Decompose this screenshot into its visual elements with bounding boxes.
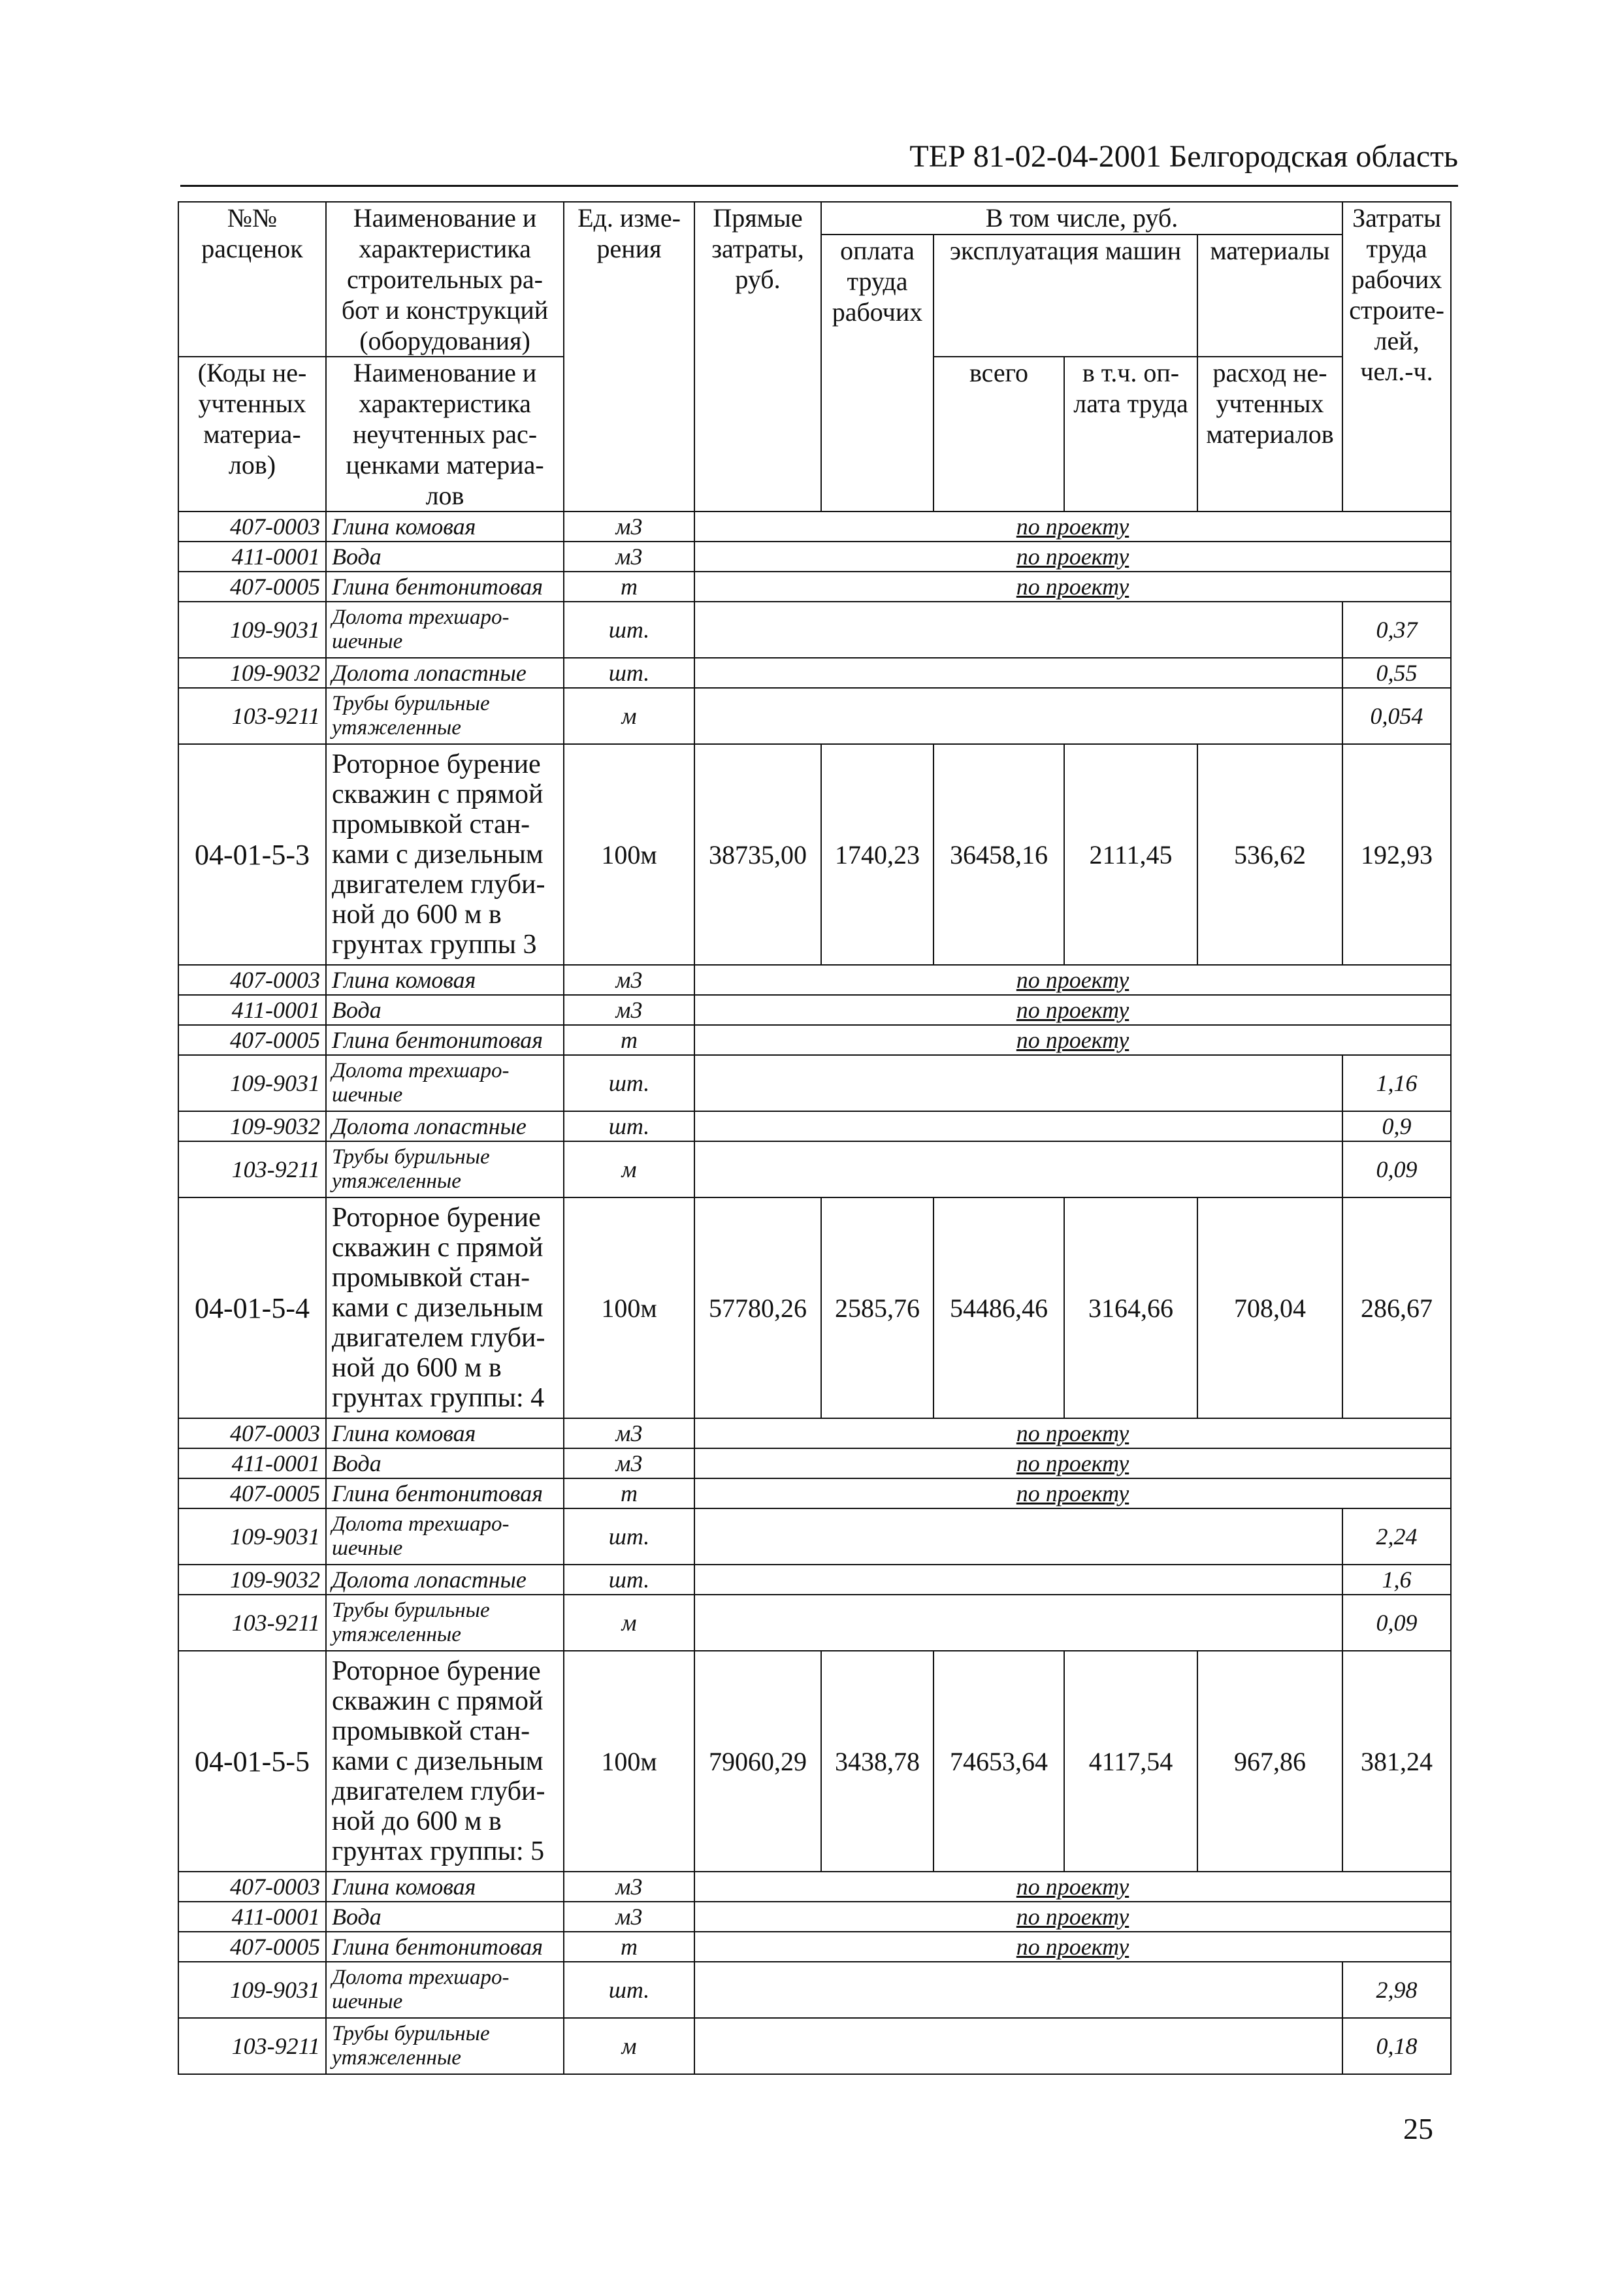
material-quantity: по проекту bbox=[694, 1902, 1451, 1932]
empty-cell bbox=[694, 1595, 1342, 1651]
material-quantity: 0,55 bbox=[1342, 658, 1451, 688]
material-code: 407-0003 bbox=[178, 1418, 326, 1448]
rate-unit: 100м bbox=[564, 1651, 694, 1872]
rate-machines-total: 74653,64 bbox=[934, 1651, 1064, 1872]
material-name: Вода bbox=[326, 995, 564, 1025]
material-unit: шт. bbox=[564, 658, 694, 688]
rate-name: Роторное бурение скважин с прямой промывкой стан-ками с дизельным двигателем глуби-ной до 600 м в грунтах группы 3 bbox=[326, 744, 564, 965]
material-row bbox=[178, 512, 1451, 542]
rate-machines-labor: 3164,66 bbox=[1064, 1197, 1197, 1418]
material-row bbox=[178, 688, 1451, 744]
material-name: Глина комовая bbox=[326, 512, 564, 542]
material-name: Вода bbox=[326, 542, 564, 572]
material-row bbox=[178, 1418, 1451, 1448]
material-quantity: 0,37 bbox=[1342, 602, 1451, 658]
material-quantity: по проекту bbox=[694, 1448, 1451, 1478]
material-quantity: 2,24 bbox=[1342, 1508, 1451, 1565]
material-quantity: по проекту bbox=[694, 572, 1451, 602]
material-row bbox=[178, 1902, 1451, 1932]
material-quantity: по проекту bbox=[694, 512, 1451, 542]
material-unit: шт. bbox=[564, 1055, 694, 1111]
material-unit: м3 bbox=[564, 542, 694, 572]
material-name: Долота трехшаро-шечные bbox=[326, 1508, 564, 1565]
material-quantity: по проекту bbox=[694, 995, 1451, 1025]
material-unit: м3 bbox=[564, 1448, 694, 1478]
material-quantity: по проекту bbox=[694, 1418, 1451, 1448]
rate-row bbox=[178, 1651, 1451, 1872]
col-machines-total-header: всего bbox=[934, 357, 1064, 512]
material-quantity: 0,054 bbox=[1342, 688, 1451, 744]
rate-code: 04-01-5-3 bbox=[178, 744, 326, 965]
material-code: 103-9211 bbox=[178, 2018, 326, 2074]
rate-labor-hours: 286,67 bbox=[1342, 1197, 1451, 1418]
col-code-header: №№ расценок bbox=[178, 202, 326, 357]
rate-materials: 967,86 bbox=[1197, 1651, 1342, 1872]
material-code: 109-9031 bbox=[178, 602, 326, 658]
material-quantity: 1,6 bbox=[1342, 1565, 1451, 1595]
rates-table bbox=[178, 201, 1452, 2075]
col-unit-header: Ед. изме-рения bbox=[564, 202, 694, 512]
material-quantity: 0,18 bbox=[1342, 2018, 1451, 2074]
rate-direct-cost: 57780,26 bbox=[694, 1197, 821, 1418]
material-name: Вода bbox=[326, 1902, 564, 1932]
material-row bbox=[178, 658, 1451, 688]
material-quantity: по проекту bbox=[694, 1872, 1451, 1902]
rate-labor-pay: 3438,78 bbox=[821, 1651, 934, 1872]
material-row bbox=[178, 1565, 1451, 1595]
material-row bbox=[178, 1508, 1451, 1565]
rate-name: Роторное бурение скважин с прямой промывкой стан-ками с дизельным двигателем глуби-ной до 600 м в грунтах группы: 4 bbox=[326, 1197, 564, 1418]
rate-direct-cost: 38735,00 bbox=[694, 744, 821, 965]
rate-code: 04-01-5-4 bbox=[178, 1197, 326, 1418]
material-row bbox=[178, 1962, 1451, 2018]
rate-unit: 100м bbox=[564, 744, 694, 965]
material-unit: т bbox=[564, 1478, 694, 1508]
col-code-sub-header: (Коды не-учтенных материа-лов) bbox=[178, 357, 326, 512]
empty-cell bbox=[694, 658, 1342, 688]
material-row bbox=[178, 1478, 1451, 1508]
rate-code: 04-01-5-5 bbox=[178, 1651, 326, 1872]
material-quantity: по проекту bbox=[694, 1932, 1451, 1962]
material-code: 411-0001 bbox=[178, 995, 326, 1025]
material-unit: шт. bbox=[564, 1508, 694, 1565]
material-row bbox=[178, 1025, 1451, 1055]
col-machines-header: эксплуатация машин bbox=[934, 235, 1197, 357]
document-header: ТЕР 81-02-04-2001 Белгородская область bbox=[909, 139, 1458, 174]
material-row bbox=[178, 1932, 1451, 1962]
material-code: 407-0003 bbox=[178, 965, 326, 995]
material-unit: м3 bbox=[564, 1418, 694, 1448]
rate-row bbox=[178, 1197, 1451, 1418]
rate-name: Роторное бурение скважин с прямой промывкой стан-ками с дизельным двигателем глуби-ной до 600 м в грунтах группы: 5 bbox=[326, 1651, 564, 1872]
empty-cell bbox=[694, 1141, 1342, 1197]
material-row bbox=[178, 542, 1451, 572]
material-unit: т bbox=[564, 1025, 694, 1055]
material-unit: шт. bbox=[564, 602, 694, 658]
material-name: Долота трехшаро-шечные bbox=[326, 602, 564, 658]
material-quantity: по проекту bbox=[694, 542, 1451, 572]
empty-cell bbox=[694, 602, 1342, 658]
material-row bbox=[178, 1595, 1451, 1651]
material-row bbox=[178, 1872, 1451, 1902]
material-name: Глина бентонитовая bbox=[326, 1025, 564, 1055]
material-row bbox=[178, 995, 1451, 1025]
material-row bbox=[178, 965, 1451, 995]
material-code: 103-9211 bbox=[178, 688, 326, 744]
material-unit: т bbox=[564, 572, 694, 602]
material-code: 109-9031 bbox=[178, 1508, 326, 1565]
material-name: Трубы бурильные утяжеленные bbox=[326, 1141, 564, 1197]
material-name: Глина бентонитовая bbox=[326, 1478, 564, 1508]
material-row bbox=[178, 1141, 1451, 1197]
material-code: 109-9032 bbox=[178, 1111, 326, 1141]
header-row-1 bbox=[178, 202, 1451, 235]
material-unit: м bbox=[564, 2018, 694, 2074]
material-unit: м bbox=[564, 1141, 694, 1197]
material-code: 407-0003 bbox=[178, 1872, 326, 1902]
material-code: 411-0001 bbox=[178, 542, 326, 572]
page-number: 25 bbox=[1403, 2112, 1433, 2145]
col-machines-labor-header: в т.ч. оп-лата труда bbox=[1064, 357, 1197, 512]
material-unit: м3 bbox=[564, 1902, 694, 1932]
rate-materials: 708,04 bbox=[1197, 1197, 1342, 1418]
material-unit: шт. bbox=[564, 1565, 694, 1595]
material-quantity: 2,98 bbox=[1342, 1962, 1451, 2018]
empty-cell bbox=[694, 688, 1342, 744]
material-code: 103-9211 bbox=[178, 1595, 326, 1651]
material-unit: м bbox=[564, 688, 694, 744]
material-name: Глина комовая bbox=[326, 965, 564, 995]
material-code: 407-0005 bbox=[178, 572, 326, 602]
material-unit: м3 bbox=[564, 1872, 694, 1902]
empty-cell bbox=[694, 1962, 1342, 2018]
col-labor-header: оплата труда рабочих bbox=[821, 235, 934, 512]
material-code: 407-0003 bbox=[178, 512, 326, 542]
material-name: Долота лопастные bbox=[326, 1111, 564, 1141]
material-row bbox=[178, 1111, 1451, 1141]
header-rule bbox=[180, 185, 1458, 187]
empty-cell bbox=[694, 1508, 1342, 1565]
material-name: Долота лопастные bbox=[326, 658, 564, 688]
material-name: Глина комовая bbox=[326, 1872, 564, 1902]
material-code: 109-9032 bbox=[178, 1565, 326, 1595]
rate-labor-pay: 2585,76 bbox=[821, 1197, 934, 1418]
material-name: Трубы бурильные утяжеленные bbox=[326, 1595, 564, 1651]
material-code: 407-0005 bbox=[178, 1025, 326, 1055]
material-row bbox=[178, 2018, 1451, 2074]
rate-direct-cost: 79060,29 bbox=[694, 1651, 821, 1872]
material-quantity: 1,16 bbox=[1342, 1055, 1451, 1111]
material-row bbox=[178, 572, 1451, 602]
material-code: 103-9211 bbox=[178, 1141, 326, 1197]
material-quantity: по проекту bbox=[694, 1478, 1451, 1508]
material-name: Вода bbox=[326, 1448, 564, 1478]
material-name: Глина бентонитовая bbox=[326, 572, 564, 602]
material-quantity: 0,09 bbox=[1342, 1595, 1451, 1651]
rate-machines-total: 36458,16 bbox=[934, 744, 1064, 965]
col-incl-header: В том числе, руб. bbox=[821, 202, 1342, 235]
empty-cell bbox=[694, 1055, 1342, 1111]
material-unit: м3 bbox=[564, 512, 694, 542]
material-name: Долота лопастные bbox=[326, 1565, 564, 1595]
col-materials-header: материалы bbox=[1197, 235, 1342, 357]
material-quantity: по проекту bbox=[694, 1025, 1451, 1055]
material-code: 411-0001 bbox=[178, 1902, 326, 1932]
empty-cell bbox=[694, 1565, 1342, 1595]
material-unit: шт. bbox=[564, 1962, 694, 2018]
material-unit: м3 bbox=[564, 965, 694, 995]
material-code: 407-0005 bbox=[178, 1478, 326, 1508]
empty-cell bbox=[694, 1111, 1342, 1141]
material-code: 407-0005 bbox=[178, 1932, 326, 1962]
rate-machines-labor: 4117,54 bbox=[1064, 1651, 1197, 1872]
material-quantity: по проекту bbox=[694, 965, 1451, 995]
rate-unit: 100м bbox=[564, 1197, 694, 1418]
material-name: Долота трехшаро-шечные bbox=[326, 1962, 564, 2018]
material-code: 109-9032 bbox=[178, 658, 326, 688]
material-code: 109-9031 bbox=[178, 1055, 326, 1111]
rate-labor-hours: 192,93 bbox=[1342, 744, 1451, 965]
material-code: 109-9031 bbox=[178, 1962, 326, 2018]
material-quantity: 0,9 bbox=[1342, 1111, 1451, 1141]
rate-materials: 536,62 bbox=[1197, 744, 1342, 965]
material-name: Глина комовая bbox=[326, 1418, 564, 1448]
material-row bbox=[178, 602, 1451, 658]
rate-row bbox=[178, 744, 1451, 965]
rate-machines-total: 54486,46 bbox=[934, 1197, 1064, 1418]
material-name: Трубы бурильные утяжеленные bbox=[326, 688, 564, 744]
material-name: Глина бентонитовая bbox=[326, 1932, 564, 1962]
material-unit: шт. bbox=[564, 1111, 694, 1141]
col-name-sub-header: Наименование и характеристика неучтенных рас-ценками материа-лов bbox=[326, 357, 564, 512]
rate-machines-labor: 2111,45 bbox=[1064, 744, 1197, 965]
material-unit: м bbox=[564, 1595, 694, 1651]
col-name-header: Наименование и характеристика строительных ра-бот и конструкций (оборудования) bbox=[326, 202, 564, 357]
material-code: 411-0001 bbox=[178, 1448, 326, 1478]
material-unit: т bbox=[564, 1932, 694, 1962]
material-quantity: 0,09 bbox=[1342, 1141, 1451, 1197]
col-materials-sub-header: расход не-учтенных материалов bbox=[1197, 357, 1342, 512]
material-row bbox=[178, 1055, 1451, 1111]
material-name: Долота трехшаро-шечные bbox=[326, 1055, 564, 1111]
material-row bbox=[178, 1448, 1451, 1478]
rate-labor-pay: 1740,23 bbox=[821, 744, 934, 965]
col-laborcost-header: Затраты труда рабочих строите-лей, чел.-ч. bbox=[1342, 202, 1451, 512]
material-name: Трубы бурильные утяжеленные bbox=[326, 2018, 564, 2074]
col-direct-header: Прямые затраты, руб. bbox=[694, 202, 821, 512]
empty-cell bbox=[694, 2018, 1342, 2074]
rate-labor-hours: 381,24 bbox=[1342, 1651, 1451, 1872]
material-unit: м3 bbox=[564, 995, 694, 1025]
